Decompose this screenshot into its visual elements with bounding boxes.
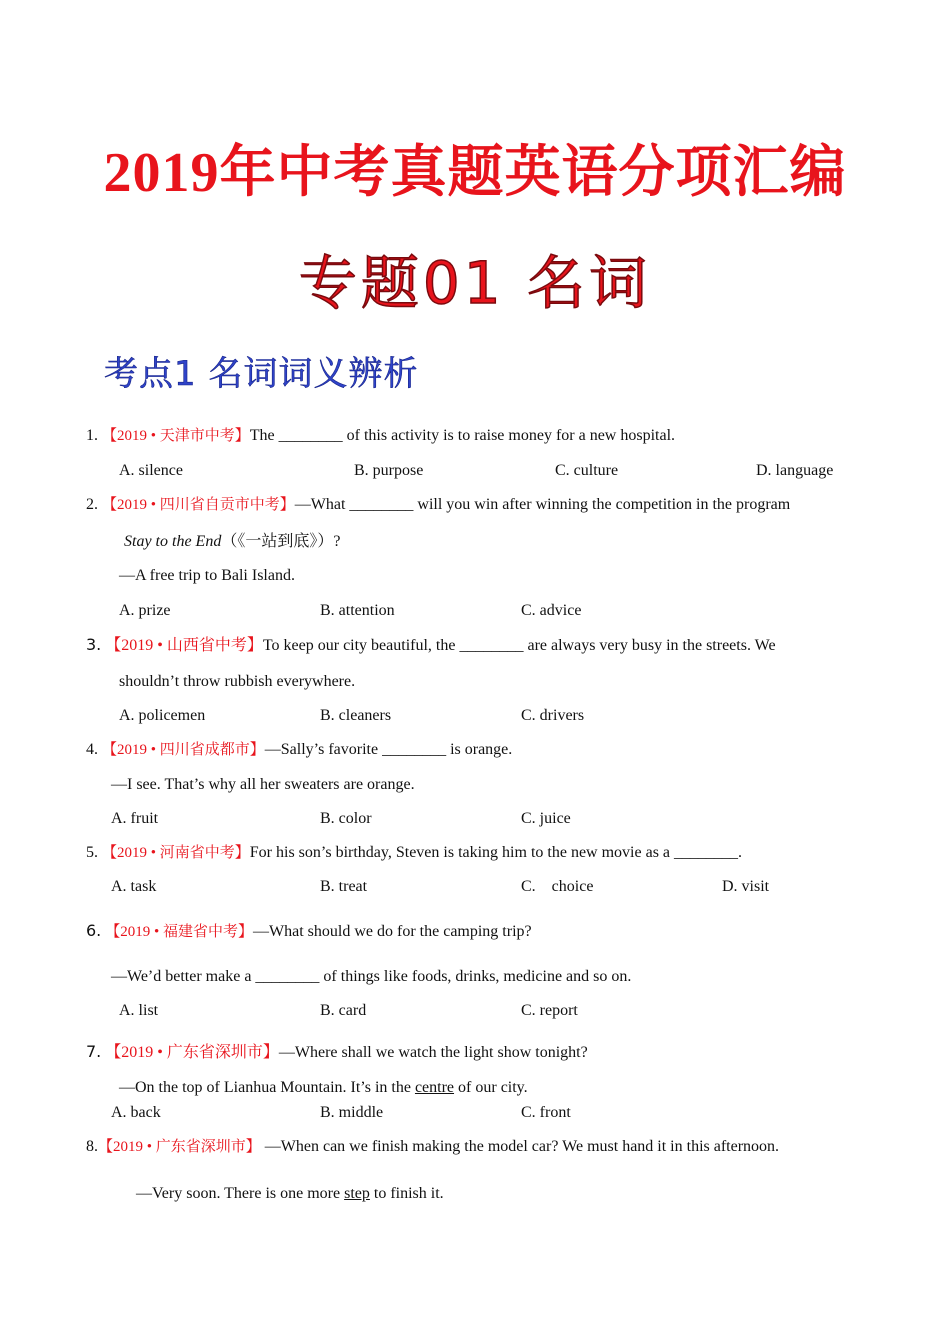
option-b: B. card (320, 1002, 367, 1019)
question-source: 【2019 • 广东省深圳市】 (98, 1139, 261, 1155)
question-text: —Where shall we watch the light show tonight? (278, 1044, 588, 1061)
question-number: 7. (86, 1042, 102, 1061)
option-c: C. front (521, 1104, 571, 1121)
option-a: A. silence (119, 462, 183, 479)
question-number: 6. (86, 921, 102, 940)
question-source: 【2019 • 四川省自贡市中考】 (102, 497, 295, 513)
option-b: B. cleaners (320, 707, 392, 724)
question-source: 【2019 • 四川省成都市】 (102, 742, 265, 758)
question-number: 4. (86, 741, 98, 758)
question-2 (86, 495, 790, 515)
program-title: Stay to the End (124, 533, 222, 550)
option-a: A. fruit (111, 810, 159, 827)
answer-text-end: to finish it. (369, 1185, 444, 1202)
question-5 (86, 843, 742, 863)
option-c: C. drivers (521, 707, 585, 724)
question-number: 8. (86, 1138, 98, 1155)
question-text: To keep our city beautiful, the ________ are always very busy in the streets. We (262, 637, 776, 654)
option-a: A. list (119, 1002, 159, 1019)
option-c: C. choice (521, 878, 594, 895)
option-d: D. language (756, 462, 834, 479)
underlined-word: step (344, 1185, 370, 1202)
question-8 (86, 1137, 779, 1157)
question-2-answer: —A free trip to Bali Island. (119, 567, 295, 584)
option-b: B. color (320, 810, 372, 827)
question-3 (86, 635, 776, 656)
option-a: A. prize (119, 602, 171, 619)
question-source: 【2019 • 广东省深圳市】 (105, 1044, 279, 1061)
question-text: —When can we finish making the model car? We must hand it in this afternoon. (260, 1138, 780, 1155)
option-c: C. juice (521, 810, 571, 827)
program-title-chinese: （《一站到底》）? (221, 533, 341, 550)
option-b: B. middle (320, 1104, 384, 1121)
question-2-line-2 (124, 532, 340, 552)
question-7 (86, 1042, 588, 1063)
question-source: 【2019 • 山西省中考】 (105, 637, 263, 654)
question-text: —Sally’s favorite ________ is orange. (264, 741, 513, 758)
underlined-word: centre (414, 1079, 455, 1096)
question-text: —What ________ will you win after winning the competition in the program (294, 496, 791, 513)
question-8-answer (136, 1184, 444, 1204)
question-source: 【2019 • 天津市中考】 (102, 428, 250, 444)
question-text: For his son’s birthday, Steven is taking him to the new movie as a ________. (249, 844, 743, 861)
option-c: C. report (521, 1002, 578, 1019)
question-1 (86, 426, 675, 446)
option-d: D. visit (722, 878, 770, 895)
question-number: 5. (86, 844, 98, 861)
option-b: B. treat (320, 878, 368, 895)
question-number: 2. (86, 496, 98, 513)
section-heading: 考点1 名词词义辨析 (104, 354, 419, 394)
option-c: C. culture (555, 462, 619, 479)
question-text: The ________ of this activity is to raise money for a new hospital. (249, 427, 676, 444)
topic-title: 专题01 名词 (298, 249, 652, 317)
question-3-line-2: shouldn’t throw rubbish everywhere. (119, 673, 356, 690)
option-a: A. task (111, 878, 157, 895)
document-title: 2019年中考真题英语分项汇编 (103, 142, 847, 204)
option-a: A. policemen (119, 707, 206, 724)
question-6-answer: —We’d better make a ________ of things like foods, drinks, medicine and so on. (111, 968, 632, 985)
question-text: —What should we do for the camping trip? (253, 923, 532, 940)
answer-text-end: of our city. (454, 1079, 528, 1096)
question-source: 【2019 • 河南省中考】 (102, 845, 250, 861)
option-b: B. purpose (354, 462, 424, 479)
question-7-answer (119, 1078, 528, 1098)
answer-text: —Very soon. There is one more (136, 1185, 345, 1202)
answer-text: —On the top of Lianhua Mountain. It’s in the (119, 1079, 415, 1096)
question-4-answer: —I see. That’s why all her sweaters are orange. (111, 776, 415, 793)
option-c: C. advice (521, 602, 582, 619)
question-6 (86, 921, 532, 942)
option-a: A. back (111, 1104, 161, 1121)
question-number: 1. (86, 427, 98, 444)
option-b: B. attention (320, 602, 395, 619)
question-4 (86, 740, 512, 760)
question-source: 【2019 • 福建省中考】 (105, 924, 254, 940)
question-number: 3. (86, 635, 102, 654)
